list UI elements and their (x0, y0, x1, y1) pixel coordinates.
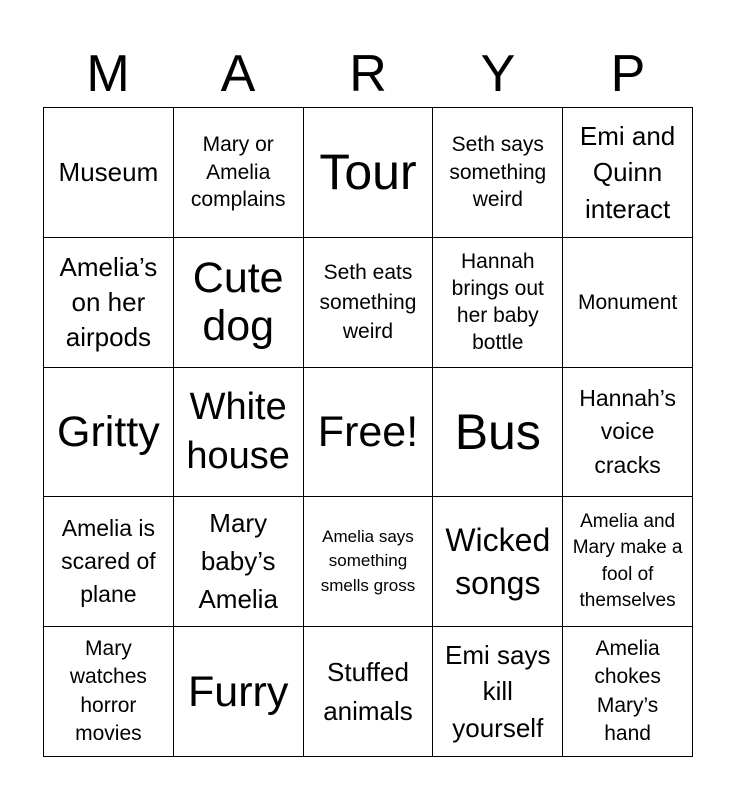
header-letter-p: P (610, 45, 646, 103)
bingo-cell[interactable] (563, 627, 693, 757)
bingo-cell[interactable] (174, 497, 304, 627)
bingo-cell[interactable] (44, 627, 174, 757)
cell-text: Stuffed animals (323, 656, 413, 726)
bingo-cell[interactable] (44, 368, 174, 498)
cell-text: Seth eats something weird (319, 261, 417, 343)
header-letter-m: M (86, 45, 130, 103)
cell-text: Seth says something weird (449, 133, 547, 212)
bingo-cell[interactable] (563, 497, 693, 627)
cell-text: Mary baby’s Amelia (198, 508, 278, 614)
bingo-cell[interactable] (44, 108, 174, 238)
cell-text: Monument (577, 290, 678, 314)
cell-text: Cute dog (192, 254, 284, 351)
cell-text: Mary watches horror movies (69, 636, 147, 745)
cell-text: Mary or Amelia complains (190, 133, 286, 212)
cell-text: Amelia says something smells gross (320, 526, 416, 596)
bingo-cell[interactable] (304, 108, 434, 238)
bingo-cell[interactable] (304, 627, 434, 757)
cell-text: Amelia and Mary make a fool of themselves (572, 510, 683, 612)
bingo-cell[interactable] (174, 368, 304, 498)
bingo-cell[interactable] (433, 108, 563, 238)
bingo-cell[interactable] (304, 497, 434, 627)
cell-text: Hannah brings out her baby bottle (451, 249, 544, 355)
bingo-cell[interactable] (304, 368, 434, 498)
cell-text: Amelia is scared of plane (61, 514, 156, 608)
bingo-header (43, 40, 693, 108)
cell-text: Emi says kill yourself (445, 640, 551, 743)
bingo-cell[interactable] (433, 627, 563, 757)
bingo-cell[interactable] (304, 238, 434, 368)
bingo-cell[interactable] (174, 238, 304, 368)
cell-text: Museum (58, 156, 159, 187)
bingo-cell[interactable] (563, 238, 693, 368)
cell-text: Wicked songs (445, 521, 551, 601)
cell-text: Amelia’s on her airpods (59, 251, 158, 352)
cell-text: Free! (317, 407, 419, 456)
bingo-cell[interactable] (433, 497, 563, 627)
bingo-cell[interactable] (563, 368, 693, 498)
cell-text: Hannah’s voice cracks (579, 384, 676, 478)
bingo-board (43, 107, 693, 757)
cell-text: Emi and Quinn interact (579, 120, 676, 224)
bingo-cell[interactable] (44, 238, 174, 368)
cell-text: White house (186, 385, 290, 477)
header-letter-r: R (349, 45, 387, 103)
bingo-cell[interactable] (174, 627, 304, 757)
bingo-cell[interactable] (44, 497, 174, 627)
bingo-cell[interactable] (563, 108, 693, 238)
header-letter-y: Y (480, 45, 516, 103)
bingo-cell[interactable] (174, 108, 304, 238)
cell-text: Tour (319, 144, 417, 201)
cell-text: Gritty (57, 407, 160, 456)
cell-text: Amelia chokes Mary’s hand (594, 636, 661, 745)
header-letter-a: A (220, 45, 256, 103)
cell-text: Bus (454, 403, 541, 460)
cell-text: Furry (188, 667, 289, 716)
bingo-cell[interactable] (433, 238, 563, 368)
bingo-cell[interactable] (433, 368, 563, 498)
